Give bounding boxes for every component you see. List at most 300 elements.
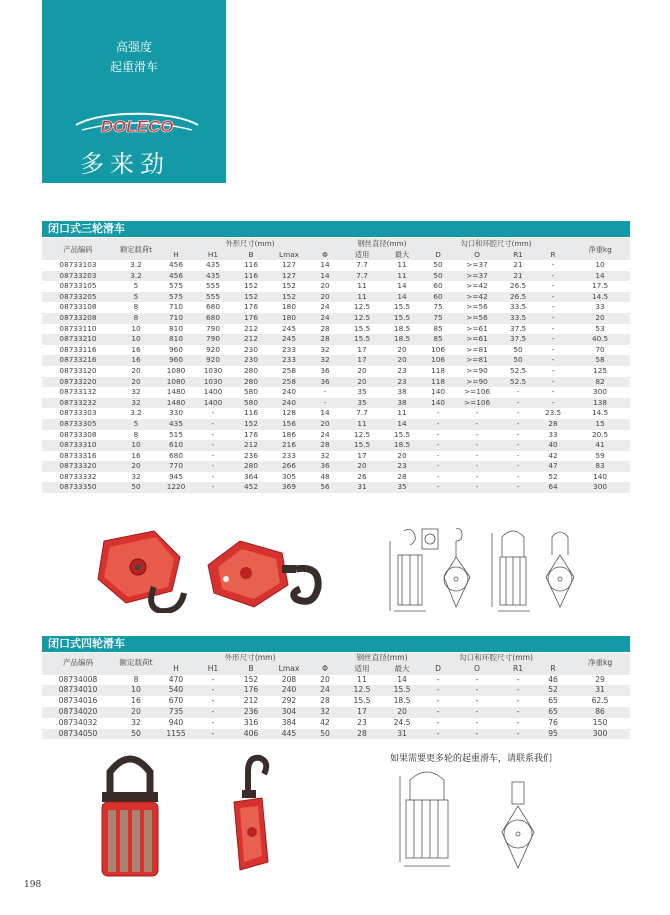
table-cell: 28 (308, 696, 342, 707)
header-phi: Φ (308, 664, 342, 675)
three-wheel-pulley-photo-1 (84, 527, 188, 613)
table-cell: 790 (194, 334, 232, 345)
table-cell: 33.5 (500, 302, 536, 313)
table-cell: 08734008 (42, 675, 114, 686)
table-cell: 08733208 (42, 313, 114, 324)
table-cell: 18.5 (382, 334, 422, 345)
table-cell: 76 (536, 718, 570, 729)
table-cell: 20 (382, 345, 422, 356)
table-cell: 300 (570, 482, 630, 493)
table-cell: 08733110 (42, 324, 114, 335)
table-cell: 28 (308, 324, 342, 335)
table-cell: - (422, 461, 454, 472)
table-cell: 08733232 (42, 398, 114, 409)
table-cell: 85 (422, 334, 454, 345)
table-row (42, 281, 630, 292)
table-cell: 1030 (194, 377, 232, 388)
table-cell: 50 (422, 260, 454, 271)
table-cell: 15.5 (382, 313, 422, 324)
table-cell: 176 (232, 302, 270, 313)
table-cell: 580 (232, 398, 270, 409)
table-cell: 304 (270, 707, 308, 718)
table-cell: 14.5 (570, 408, 630, 419)
table-cell: 435 (194, 271, 232, 282)
table-cell: 37.5 (500, 324, 536, 335)
header-rope: 钢丝直径(mm) (342, 238, 422, 249)
table-cell: 920 (194, 345, 232, 356)
table-cell: - (500, 472, 536, 483)
table-cell: 555 (194, 292, 232, 303)
table-cell: 212 (232, 334, 270, 345)
table-cell: 258 (270, 366, 308, 377)
table-cell: 435 (158, 419, 194, 430)
table-cell: 86 (570, 707, 630, 718)
table-cell: - (194, 430, 232, 441)
table-cell: 59 (570, 451, 630, 462)
table-cell: 08733332 (42, 472, 114, 483)
header-d: D (422, 664, 454, 675)
table-cell: 1030 (194, 366, 232, 377)
table-cell: 64 (536, 482, 570, 493)
table-cell: 20 (570, 313, 630, 324)
table-cell: 180 (270, 313, 308, 324)
table-cell: 23.5 (536, 408, 570, 419)
table-cell: 406 (232, 729, 270, 740)
table-cell: 08733220 (42, 377, 114, 388)
table-cell: - (194, 440, 232, 451)
table-cell: 456 (158, 271, 194, 282)
four-wheel-pulley-photo-2 (224, 752, 276, 882)
table-cell: - (308, 398, 342, 409)
table-row (42, 419, 630, 430)
table-cell: 1080 (158, 377, 194, 388)
table-row (42, 408, 630, 419)
table-cell: 11 (382, 408, 422, 419)
table-row (42, 345, 630, 356)
table-cell: - (454, 707, 500, 718)
table-cell: 15.5 (382, 685, 422, 696)
table-cell: 300 (570, 387, 630, 398)
table-cell: 127 (270, 271, 308, 282)
table-cell: 5 (114, 419, 158, 430)
table-cell: 24 (308, 685, 342, 696)
table-cell: 31 (570, 685, 630, 696)
table-cell: 50 (500, 355, 536, 366)
table-cell: 940 (158, 718, 194, 729)
brand-panel (42, 0, 226, 183)
table-cell: - (454, 718, 500, 729)
table-cell: 08734016 (42, 696, 114, 707)
table-cell: 15.5 (382, 302, 422, 313)
table-cell: - (536, 281, 570, 292)
table-cell: - (500, 398, 536, 409)
table-cell: 15.5 (342, 334, 382, 345)
table-cell: 08733216 (42, 355, 114, 366)
table-row (42, 696, 630, 707)
table-cell: - (422, 696, 454, 707)
table-cell: 35 (342, 398, 382, 409)
table-cell: 40.5 (570, 334, 630, 345)
table-cell: 14 (382, 675, 422, 686)
table-cell: 95 (536, 729, 570, 740)
table-cell: 118 (422, 366, 454, 377)
table-cell: 28 (308, 440, 342, 451)
table-cell: 186 (270, 430, 308, 441)
table-row (42, 271, 630, 282)
header-load: 额定载荷t (114, 238, 158, 260)
table-cell: 152 (270, 281, 308, 292)
table-cell: 50 (500, 345, 536, 356)
table-cell: 575 (158, 292, 194, 303)
table-cell: 11 (342, 675, 382, 686)
table-cell: 41 (570, 440, 630, 451)
table-cell: 920 (194, 355, 232, 366)
table-cell: 08734050 (42, 729, 114, 740)
table-cell: 08733308 (42, 430, 114, 441)
svg-text:DOLECO: DOLECO (100, 117, 174, 136)
table-cell: 236 (232, 451, 270, 462)
table-cell: - (536, 313, 570, 324)
table-cell: - (536, 377, 570, 388)
table-cell: 08733305 (42, 419, 114, 430)
table-cell: 52.5 (500, 366, 536, 377)
header-weight: 净重kg (570, 653, 630, 675)
table-cell: - (194, 729, 232, 740)
table-cell: 515 (158, 430, 194, 441)
table-cell: 40 (536, 440, 570, 451)
table-row (42, 366, 630, 377)
table-cell: 280 (232, 377, 270, 388)
table-cell: 212 (232, 324, 270, 335)
table-cell: 32 (114, 387, 158, 398)
table-cell: >=56 (454, 302, 500, 313)
table-cell: 3.2 (114, 408, 158, 419)
table-cell: 7.7 (342, 271, 382, 282)
header-o: O (454, 249, 500, 260)
header-rope-max: 最大 (382, 249, 422, 260)
table-cell: - (194, 675, 232, 686)
table-cell: - (500, 482, 536, 493)
table-cell: >=56 (454, 313, 500, 324)
table-row (42, 302, 630, 313)
table-cell: 50 (422, 271, 454, 282)
header-dims: 外形尺寸(mm) (158, 653, 342, 664)
table-cell: - (194, 482, 232, 493)
table-cell: 23 (382, 461, 422, 472)
table-cell: 60 (422, 281, 454, 292)
table-cell: 140 (570, 472, 630, 483)
table-cell: 23 (382, 366, 422, 377)
table-cell: 65 (536, 696, 570, 707)
table-row (42, 260, 630, 271)
table-cell: 369 (270, 482, 308, 493)
table-cell: 26.5 (500, 281, 536, 292)
table-cell: - (500, 451, 536, 462)
table-cell: 50 (114, 729, 158, 740)
table-cell: 1480 (158, 387, 194, 398)
table-cell: 233 (270, 345, 308, 356)
table-cell: 83 (570, 461, 630, 472)
table-cell: 60 (422, 292, 454, 303)
table-cell: 14 (382, 419, 422, 430)
table-cell: 08733210 (42, 334, 114, 345)
table-cell: 20 (342, 461, 382, 472)
table-cell: - (454, 675, 500, 686)
table-cell: 08733105 (42, 281, 114, 292)
table-cell: 810 (158, 324, 194, 335)
table-cell: >=106 (454, 398, 500, 409)
table-cell: 28 (308, 334, 342, 345)
table-cell: 14.5 (570, 292, 630, 303)
table-row (42, 461, 630, 472)
table-cell: >=37 (454, 271, 500, 282)
table-cell: - (194, 696, 232, 707)
table-cell: 08733350 (42, 482, 114, 493)
table-cell: - (194, 419, 232, 430)
table-cell: - (422, 451, 454, 462)
table-cell: >=90 (454, 377, 500, 388)
table-cell: 8 (114, 313, 158, 324)
table-cell: 08733203 (42, 271, 114, 282)
table-cell: - (500, 696, 536, 707)
table-cell: - (454, 419, 500, 430)
table-cell: 35 (382, 482, 422, 493)
table-cell: - (454, 482, 500, 493)
table-cell: 116 (232, 260, 270, 271)
table-cell: >=81 (454, 355, 500, 366)
table-cell: - (422, 718, 454, 729)
table-cell: 245 (270, 334, 308, 345)
table-cell: - (454, 696, 500, 707)
table-cell: 14 (570, 271, 630, 282)
table-cell: - (500, 707, 536, 718)
table-cell: 33.5 (500, 313, 536, 324)
table-cell: 23 (342, 718, 382, 729)
table-cell: >=61 (454, 334, 500, 345)
table-cell: - (194, 472, 232, 483)
technical-drawing-side-2 (540, 527, 580, 617)
header-weight: 净重kg (570, 238, 630, 260)
table-cell: 08734020 (42, 707, 114, 718)
table-cell: 28 (342, 729, 382, 740)
brand-tagline-2: 起重滑车 (109, 60, 158, 74)
table-cell: 50 (114, 482, 158, 493)
table-cell: 176 (232, 313, 270, 324)
table-cell: - (500, 430, 536, 441)
table-cell: 152 (270, 292, 308, 303)
header-b: B (232, 249, 270, 260)
table-cell: - (536, 334, 570, 345)
header-r: R (536, 664, 570, 675)
table-cell: 18.5 (382, 696, 422, 707)
table-cell: - (422, 430, 454, 441)
table-cell: 82 (570, 377, 630, 388)
table-cell: 384 (270, 718, 308, 729)
table-cell: 32 (308, 707, 342, 718)
header-rope-fit: 适用 (342, 664, 382, 675)
header-lmax: Lmax (270, 249, 308, 260)
table-cell: 18.5 (382, 440, 422, 451)
technical-drawing-front-2 (488, 527, 538, 617)
table-cell: 20 (382, 451, 422, 462)
table-cell: 20.5 (570, 430, 630, 441)
table-cell: 26.5 (500, 292, 536, 303)
table-cell: 14 (308, 260, 342, 271)
table-cell: - (454, 408, 500, 419)
table-cell: 53 (570, 324, 630, 335)
header-phi: Φ (308, 249, 342, 260)
table-cell: - (454, 472, 500, 483)
table-cell: - (536, 345, 570, 356)
table-cell: 152 (232, 292, 270, 303)
table-cell: 08733205 (42, 292, 114, 303)
table-cell: 11 (342, 281, 382, 292)
table-cell: 10 (114, 334, 158, 345)
table-cell: 470 (158, 675, 194, 686)
table-cell: 10 (114, 685, 158, 696)
table-cell: 21 (500, 260, 536, 271)
table-cell: 1480 (158, 398, 194, 409)
section-title-three-wheel: 闭口式三轮滑车 (42, 221, 630, 237)
table-row (42, 675, 630, 686)
table-cell: 12.5 (342, 302, 382, 313)
table-cell: 75 (422, 302, 454, 313)
page-number: 198 (24, 880, 42, 890)
table-cell: - (536, 324, 570, 335)
table-cell: 240 (270, 685, 308, 696)
table-cell: - (500, 387, 536, 398)
table-cell: >=42 (454, 292, 500, 303)
table-cell: 233 (270, 355, 308, 366)
header-d: D (422, 249, 454, 260)
table-cell: 680 (194, 302, 232, 313)
table-row (42, 377, 630, 388)
table-row (42, 707, 630, 718)
table-cell: >=81 (454, 345, 500, 356)
table-cell: 47 (536, 461, 570, 472)
table-cell: 555 (194, 281, 232, 292)
doleco-logo (72, 112, 202, 138)
table-cell: 330 (158, 408, 194, 419)
table-cell: 240 (270, 398, 308, 409)
table-row (42, 292, 630, 303)
table-cell: 15.5 (342, 440, 382, 451)
table-cell: 08733103 (42, 260, 114, 271)
table-cell: - (194, 461, 232, 472)
header-rope-fit: 适用 (342, 249, 382, 260)
table-cell: - (454, 685, 500, 696)
table-cell: 152 (232, 675, 270, 686)
table-cell: 670 (158, 696, 194, 707)
table-cell: 456 (158, 260, 194, 271)
table-cell: 08733310 (42, 440, 114, 451)
four-wheel-pulley-photo-1 (94, 750, 166, 882)
table-cell: 08733116 (42, 345, 114, 356)
table-cell: 12.5 (342, 685, 382, 696)
table-cell: 305 (270, 472, 308, 483)
table-cell: 8 (114, 302, 158, 313)
table-cell: - (500, 675, 536, 686)
technical-drawing-side-1 (438, 527, 476, 617)
table-cell: 5 (114, 281, 158, 292)
table-cell: 21 (500, 271, 536, 282)
table-row (42, 440, 630, 451)
table-cell: 138 (570, 398, 630, 409)
table-cell: 445 (270, 729, 308, 740)
table-cell: 7.7 (342, 260, 382, 271)
table-cell: 42 (536, 451, 570, 462)
table-cell: - (454, 729, 500, 740)
section-title-four-wheel: 闭口式四轮滑车 (42, 636, 630, 652)
table-cell: 20 (114, 461, 158, 472)
table-cell: 12.5 (342, 430, 382, 441)
table-cell: 20 (342, 366, 382, 377)
table-cell: 1400 (194, 387, 232, 398)
table-cell: 17 (342, 345, 382, 356)
table-cell: 208 (270, 675, 308, 686)
header-hook: 勾口和环腔尺寸(mm) (422, 238, 570, 249)
table-row (42, 324, 630, 335)
contact-note: 如果需要更多轮的起重滑车，请联系我们 (390, 754, 553, 764)
table-cell: 8 (114, 675, 158, 686)
table-cell: 540 (158, 685, 194, 696)
spec-table-three-wheel (42, 238, 630, 493)
table-cell: - (536, 292, 570, 303)
table-cell: 38 (382, 398, 422, 409)
table-cell: - (422, 685, 454, 696)
table-cell: 150 (570, 718, 630, 729)
table-cell: 11 (342, 419, 382, 430)
table-cell: - (422, 472, 454, 483)
table-cell: 1220 (158, 482, 194, 493)
table-cell: - (422, 419, 454, 430)
table-cell: 28 (382, 472, 422, 483)
table-cell: - (536, 302, 570, 313)
table-cell: 452 (232, 482, 270, 493)
table-cell: - (194, 451, 232, 462)
table-cell: - (500, 718, 536, 729)
table-cell: - (422, 729, 454, 740)
table-cell: - (500, 729, 536, 740)
brand-tagline-1: 高强度 (115, 40, 152, 54)
table-cell: 20 (308, 675, 342, 686)
table-cell: 08734010 (42, 685, 114, 696)
table-cell: 24 (308, 430, 342, 441)
header-rope-max: 最大 (382, 664, 422, 675)
table-cell: 8 (114, 430, 158, 441)
table-cell: 20 (342, 377, 382, 388)
table-cell: - (308, 387, 342, 398)
table-cell: 127 (270, 260, 308, 271)
table-cell: 10 (570, 260, 630, 271)
table-cell: 75 (422, 313, 454, 324)
table-cell: 32 (308, 345, 342, 356)
table-cell: 20 (114, 366, 158, 377)
table-cell: 20 (308, 292, 342, 303)
table-cell: 36 (308, 461, 342, 472)
table-cell: 65 (536, 707, 570, 718)
table-cell: 735 (158, 707, 194, 718)
header-load: 额定载荷t (114, 653, 158, 675)
table-cell: 20 (114, 707, 158, 718)
table-cell: - (536, 271, 570, 282)
table-cell: 17 (342, 355, 382, 366)
table-cell: 70 (570, 345, 630, 356)
header-dims: 外形尺寸(mm) (158, 238, 342, 249)
table-cell: - (454, 440, 500, 451)
table-cell: 152 (232, 281, 270, 292)
table-cell: 280 (232, 366, 270, 377)
